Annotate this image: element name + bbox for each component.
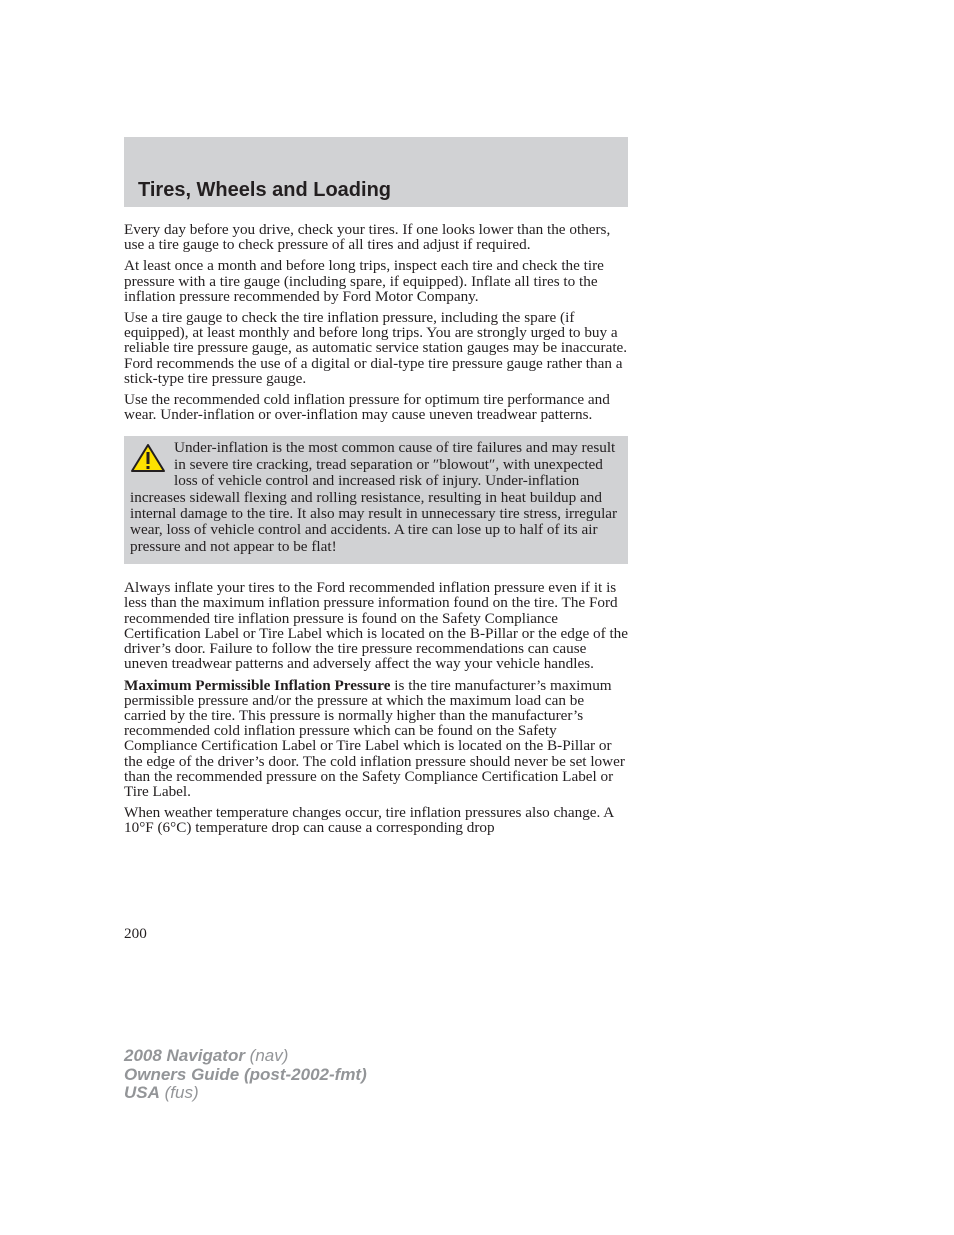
max-pressure-definition: is the tire manufacturer’s maximum permissible pressure and/or the pressure at which the maximum load can be carried by the tire. This pressure is normally higher than the manufacturer’s recommended cold inflation pressure which can be found on the Safety Compliance Certification Label or Tire Label which is located on the B-Pillar or the edge of the driver’s door. The cold inflation pressure should never be set lower than the recommended pressure on the Safety Compliance Certification Label or Tire Label.	[124, 676, 625, 800]
paragraph-daily-check: Every day before you drive, check your tires. If one looks lower than the others, use a tire gauge to check pressure of all tires and adjust if required.	[124, 221, 611, 254]
warning-triangle-icon	[130, 443, 170, 475]
document-footer	[124, 1047, 367, 1103]
warning-box	[124, 436, 628, 564]
paragraph-max-pressure	[124, 678, 628, 800]
term-max-pressure: Maximum Permissible Inflation Pressure	[124, 676, 391, 694]
paragraph-cold-inflation: Use the recommended cold inflation pressure for optimum tire performance and wear. Under-inflation or over-inflation may cause uneven treadwear patterns.	[124, 391, 610, 424]
warning-text: Under-inflation is the most common cause of tire failures and may result in severe tire cracking, tread separation or ″blowout″, with unexpected loss of vehicle control and increased risk of injury. Under-inflation increases sidewall flexing and rolling resistance, resulting in heat buildup and internal damage to the tire. It also may result in unnecessary tire stress, irregular wear, loss of vehicle control and accidents. A tire can lose up to half of its air pressure and not appear to be flat!	[130, 439, 618, 555]
page-number: 200	[124, 925, 147, 942]
section-title: Tires, Wheels and Loading	[138, 179, 392, 201]
paragraph-temperature: When weather temperature changes occur, tire inflation pressures also change. A 10°F (6°C) temperature drop can cause a corresponding drop	[124, 804, 614, 837]
paragraph-tire-gauge: Use a tire gauge to check the tire inflation pressure, including the spare (if equipped), at least monthly and before long trips. You are strongly urged to buy a reliable tire pressure gauge, as automatic service station gauges may be inaccurate. Ford recommends the use of a digital or dial-type tire pressure gauge rather than a stick-type tire pressure gauge.	[124, 309, 628, 387]
footer-line-guide: Owners Guide (post-2002-fmt)	[124, 1064, 367, 1084]
footer-line-model: 2008 Navigator (nav)	[124, 1046, 289, 1065]
paragraph-monthly-inspection: At least once a month and before long trips, inspect each tire and check the tire pressure with a tire gauge (including spare, if equipped). Inflate all tires to the inflation pressure recommended by Ford Motor Company.	[124, 257, 604, 305]
section-header	[124, 137, 628, 207]
page-content	[124, 222, 628, 842]
paragraph-always-inflate: Always inflate your tires to the Ford recommended inflation pressure even if it is less than the maximum inflation pressure information found on the tire. The Ford recommended tire inflation pressure is found on the Safety Compliance Certification Label or Tire Label which is located on the B-Pillar or the edge of the driver’s door. Failure to follow the tire pressure recommendations can cause uneven treadwear patterns and adversely affect the way your vehicle handles.	[124, 579, 628, 673]
footer-line-region: USA (fus)	[124, 1083, 199, 1102]
